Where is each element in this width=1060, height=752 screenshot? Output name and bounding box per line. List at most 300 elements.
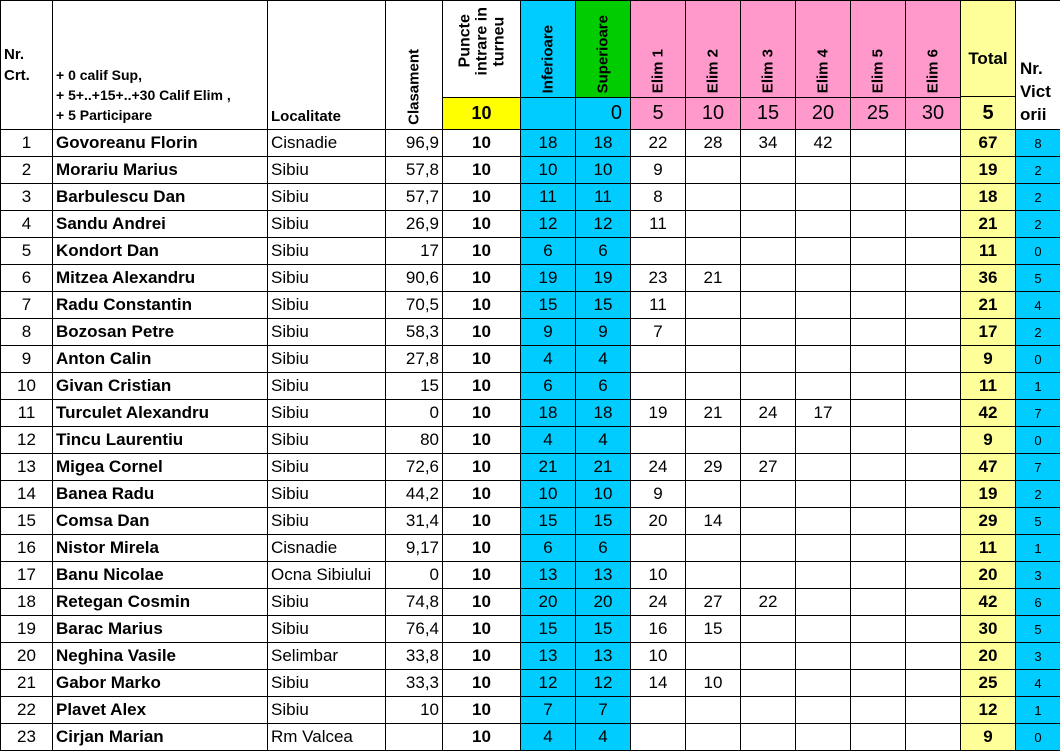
player-total: 19 <box>961 157 1016 184</box>
player-total: 21 <box>961 292 1016 319</box>
player-elim-4: 42 <box>796 130 851 157</box>
player-total: 25 <box>961 670 1016 697</box>
player-elim-6 <box>906 211 961 238</box>
player-elim-5 <box>851 724 906 751</box>
player-elim-3: 24 <box>741 400 796 427</box>
player-superioare: 12 <box>576 670 631 697</box>
player-elim-2 <box>686 211 741 238</box>
player-elim-2: 21 <box>686 400 741 427</box>
player-total: 18 <box>961 184 1016 211</box>
table-row <box>1 292 1060 319</box>
player-victorii: 0 <box>1016 238 1060 265</box>
player-elim-4 <box>796 589 851 616</box>
player-elim-6 <box>906 346 961 373</box>
header-desc-line: + 0 calif Sup, <box>56 67 142 83</box>
player-clasament: 17 <box>386 238 443 265</box>
player-elim-1: 9 <box>631 481 686 508</box>
player-name: Nistor Mirela <box>53 535 268 562</box>
header-inferioare <box>521 1 576 98</box>
table-row <box>1 211 1060 238</box>
player-elim-4 <box>796 508 851 535</box>
player-elim-5 <box>851 346 906 373</box>
player-localitate: Sibiu <box>268 589 386 616</box>
player-inferioare: 11 <box>521 184 576 211</box>
player-elim-4 <box>796 319 851 346</box>
player-localitate: Sibiu <box>268 697 386 724</box>
player-elim-1: 24 <box>631 589 686 616</box>
player-total: 11 <box>961 535 1016 562</box>
header-nr-label: Nr. <box>4 46 25 63</box>
player-inferioare: 13 <box>521 562 576 589</box>
player-superioare: 11 <box>576 184 631 211</box>
player-elim-2: 27 <box>686 589 741 616</box>
player-elim-1 <box>631 724 686 751</box>
player-elim-2 <box>686 184 741 211</box>
player-elim-3 <box>741 427 796 454</box>
player-puncte-intrare: 10 <box>443 346 521 373</box>
player-elim-4 <box>796 292 851 319</box>
row-number: 11 <box>1 400 53 427</box>
player-clasament <box>386 724 443 751</box>
player-elim-3: 34 <box>741 130 796 157</box>
player-superioare: 9 <box>576 319 631 346</box>
player-elim-2 <box>686 157 741 184</box>
player-elim-2 <box>686 319 741 346</box>
player-elim-3 <box>741 373 796 400</box>
player-clasament: 31,4 <box>386 508 443 535</box>
player-localitate: Sibiu <box>268 616 386 643</box>
player-elim-1: 10 <box>631 643 686 670</box>
player-elim-6 <box>906 616 961 643</box>
player-total: 30 <box>961 616 1016 643</box>
player-elim-4 <box>796 697 851 724</box>
player-superioare: 6 <box>576 535 631 562</box>
player-inferioare: 4 <box>521 427 576 454</box>
player-elim-3 <box>741 562 796 589</box>
player-elim-5 <box>851 562 906 589</box>
player-victorii: 5 <box>1016 508 1060 535</box>
player-name: Govoreanu Florin <box>53 130 268 157</box>
player-superioare: 10 <box>576 157 631 184</box>
player-total: 11 <box>961 373 1016 400</box>
player-elim-3 <box>741 643 796 670</box>
player-total: 36 <box>961 265 1016 292</box>
player-elim-4 <box>796 481 851 508</box>
player-victorii: 6 <box>1016 589 1060 616</box>
player-inferioare: 19 <box>521 265 576 292</box>
table-row <box>1 454 1060 481</box>
player-elim-1: 11 <box>631 211 686 238</box>
player-elim-5 <box>851 238 906 265</box>
header-elim-4 <box>796 1 851 98</box>
player-name: Gabor Marko <box>53 670 268 697</box>
table-row <box>1 400 1060 427</box>
player-elim-1 <box>631 535 686 562</box>
player-victorii: 2 <box>1016 481 1060 508</box>
player-name: Givan Cristian <box>53 373 268 400</box>
header-clasament <box>386 1 443 130</box>
player-elim-5 <box>851 400 906 427</box>
player-puncte-intrare: 10 <box>443 697 521 724</box>
header-elim-5 <box>851 1 906 98</box>
player-clasament: 58,3 <box>386 319 443 346</box>
player-localitate: Sibiu <box>268 265 386 292</box>
player-clasament: 15 <box>386 373 443 400</box>
player-puncte-intrare: 10 <box>443 481 521 508</box>
table-row <box>1 184 1060 211</box>
header-elim-label: Elim 4 <box>814 48 832 93</box>
player-localitate: Sibiu <box>268 400 386 427</box>
player-total: 42 <box>961 400 1016 427</box>
player-victorii: 7 <box>1016 400 1060 427</box>
player-puncte-intrare: 10 <box>443 643 521 670</box>
player-victorii: 2 <box>1016 319 1060 346</box>
player-elim-3 <box>741 697 796 724</box>
player-victorii: 0 <box>1016 427 1060 454</box>
player-superioare: 4 <box>576 427 631 454</box>
header-elim-label: Elim 2 <box>704 48 722 93</box>
player-puncte-intrare: 10 <box>443 724 521 751</box>
player-superioare: 18 <box>576 400 631 427</box>
player-elim-1: 19 <box>631 400 686 427</box>
player-elim-3 <box>741 184 796 211</box>
player-elim-2: 15 <box>686 616 741 643</box>
player-localitate: Sibiu <box>268 211 386 238</box>
player-localitate: Selimbar <box>268 643 386 670</box>
player-puncte-intrare: 10 <box>443 265 521 292</box>
player-puncte-intrare: 10 <box>443 238 521 265</box>
player-victorii: 0 <box>1016 724 1060 751</box>
player-name: Plavet Alex <box>53 697 268 724</box>
player-elim-5 <box>851 697 906 724</box>
player-elim-5 <box>851 157 906 184</box>
player-elim-2 <box>686 292 741 319</box>
player-clasament: 57,8 <box>386 157 443 184</box>
player-name: Tincu Laurentiu <box>53 427 268 454</box>
player-elim-1: 24 <box>631 454 686 481</box>
player-inferioare: 4 <box>521 724 576 751</box>
table-row <box>1 697 1060 724</box>
header-elim-label: Elim 6 <box>924 48 942 93</box>
player-elim-2 <box>686 724 741 751</box>
points-superioare: 0 <box>576 98 631 130</box>
player-localitate: Sibiu <box>268 454 386 481</box>
player-name: Anton Calin <box>53 346 268 373</box>
player-clasament: 10 <box>386 697 443 724</box>
player-localitate: Sibiu <box>268 427 386 454</box>
player-localitate: Sibiu <box>268 481 386 508</box>
header-puncte-line: intrare in <box>473 7 490 76</box>
player-elim-5 <box>851 616 906 643</box>
player-elim-3 <box>741 616 796 643</box>
player-total: 67 <box>961 130 1016 157</box>
player-puncte-intrare: 10 <box>443 400 521 427</box>
standings-body <box>1 130 1060 751</box>
player-elim-4 <box>796 427 851 454</box>
header-desc-line: + 5 Participare <box>56 107 153 123</box>
player-puncte-intrare: 10 <box>443 292 521 319</box>
header-elim-label: Elim 5 <box>869 48 887 93</box>
header-superioare-label: Superioare <box>594 14 612 93</box>
player-name: Banea Radu <box>53 481 268 508</box>
player-elim-4 <box>796 184 851 211</box>
table-row <box>1 643 1060 670</box>
player-puncte-intrare: 10 <box>443 130 521 157</box>
row-number: 17 <box>1 562 53 589</box>
player-elim-3 <box>741 265 796 292</box>
player-elim-5 <box>851 130 906 157</box>
player-elim-3 <box>741 508 796 535</box>
table-row <box>1 616 1060 643</box>
player-clasament: 90,6 <box>386 265 443 292</box>
row-number: 4 <box>1 211 53 238</box>
player-elim-3 <box>741 724 796 751</box>
player-puncte-intrare: 10 <box>443 616 521 643</box>
row-number: 10 <box>1 373 53 400</box>
player-superioare: 13 <box>576 562 631 589</box>
player-localitate: Sibiu <box>268 184 386 211</box>
player-elim-1: 7 <box>631 319 686 346</box>
player-clasament: 0 <box>386 562 443 589</box>
player-puncte-intrare: 10 <box>443 508 521 535</box>
player-elim-5 <box>851 292 906 319</box>
player-elim-3: 22 <box>741 589 796 616</box>
player-total: 9 <box>961 724 1016 751</box>
player-puncte-intrare: 10 <box>443 184 521 211</box>
player-localitate: Sibiu <box>268 508 386 535</box>
player-total: 47 <box>961 454 1016 481</box>
header-total-label: Total <box>961 1 1015 97</box>
player-victorii: 3 <box>1016 562 1060 589</box>
player-superioare: 18 <box>576 130 631 157</box>
row-number: 2 <box>1 157 53 184</box>
player-elim-2 <box>686 697 741 724</box>
player-elim-4 <box>796 562 851 589</box>
player-superioare: 20 <box>576 589 631 616</box>
player-elim-3 <box>741 211 796 238</box>
row-number: 1 <box>1 130 53 157</box>
header-puncte-line: turneu <box>490 16 507 67</box>
player-total: 29 <box>961 508 1016 535</box>
player-puncte-intrare: 10 <box>443 454 521 481</box>
player-name: Banu Nicolae <box>53 562 268 589</box>
player-name: Comsa Dan <box>53 508 268 535</box>
player-name: Neghina Vasile <box>53 643 268 670</box>
header-nr-crt <box>1 1 53 130</box>
player-name: Migea Cornel <box>53 454 268 481</box>
player-elim-3 <box>741 238 796 265</box>
header-localitate: Localitate <box>268 1 386 130</box>
player-elim-3: 27 <box>741 454 796 481</box>
player-elim-6 <box>906 535 961 562</box>
table-row <box>1 319 1060 346</box>
player-inferioare: 6 <box>521 535 576 562</box>
table-row <box>1 238 1060 265</box>
player-puncte-intrare: 10 <box>443 157 521 184</box>
player-elim-6 <box>906 589 961 616</box>
header-elim-label: Elim 1 <box>649 48 667 93</box>
player-puncte-intrare: 10 <box>443 562 521 589</box>
player-elim-5 <box>851 427 906 454</box>
player-localitate: Ocna Sibiului <box>268 562 386 589</box>
player-superioare: 12 <box>576 211 631 238</box>
player-clasament: 33,3 <box>386 670 443 697</box>
player-clasament: 96,9 <box>386 130 443 157</box>
points-elim-3: 15 <box>741 98 796 130</box>
player-clasament: 74,8 <box>386 589 443 616</box>
row-number: 13 <box>1 454 53 481</box>
player-clasament: 44,2 <box>386 481 443 508</box>
player-name: Mitzea Alexandru <box>53 265 268 292</box>
player-elim-5 <box>851 589 906 616</box>
player-inferioare: 7 <box>521 697 576 724</box>
player-name: Barbulescu Dan <box>53 184 268 211</box>
table-row <box>1 373 1060 400</box>
player-inferioare: 6 <box>521 238 576 265</box>
table-row <box>1 346 1060 373</box>
player-localitate: Sibiu <box>268 346 386 373</box>
player-localitate: Cisnadie <box>268 535 386 562</box>
player-superioare: 19 <box>576 265 631 292</box>
player-elim-5 <box>851 319 906 346</box>
player-total: 20 <box>961 643 1016 670</box>
player-total: 9 <box>961 346 1016 373</box>
player-elim-2: 14 <box>686 508 741 535</box>
player-total: 21 <box>961 211 1016 238</box>
player-superioare: 21 <box>576 454 631 481</box>
row-number: 21 <box>1 670 53 697</box>
header-vict-line: orii <box>1020 105 1047 124</box>
player-elim-6 <box>906 643 961 670</box>
row-number: 19 <box>1 616 53 643</box>
player-victorii: 3 <box>1016 643 1060 670</box>
player-elim-3 <box>741 670 796 697</box>
player-elim-3 <box>741 481 796 508</box>
player-elim-1: 16 <box>631 616 686 643</box>
header-description <box>53 1 268 130</box>
header-desc-line: + 5+..+15+..+30 Calif Elim , <box>56 87 231 103</box>
header-elim-2 <box>686 1 741 98</box>
table-row <box>1 157 1060 184</box>
player-clasament: 72,6 <box>386 454 443 481</box>
player-elim-6 <box>906 724 961 751</box>
player-elim-4 <box>796 211 851 238</box>
player-inferioare: 10 <box>521 481 576 508</box>
header-elim-1 <box>631 1 686 98</box>
points-inferioare <box>521 98 576 130</box>
player-elim-2: 10 <box>686 670 741 697</box>
player-elim-3 <box>741 319 796 346</box>
player-inferioare: 13 <box>521 643 576 670</box>
player-name: Bozosan Petre <box>53 319 268 346</box>
player-localitate: Rm Valcea <box>268 724 386 751</box>
player-total: 19 <box>961 481 1016 508</box>
player-inferioare: 18 <box>521 400 576 427</box>
header-superioare <box>576 1 631 98</box>
player-elim-4 <box>796 643 851 670</box>
table-row <box>1 562 1060 589</box>
header-total <box>961 1 1016 130</box>
player-elim-2 <box>686 427 741 454</box>
player-puncte-intrare: 10 <box>443 427 521 454</box>
row-number: 6 <box>1 265 53 292</box>
row-number: 12 <box>1 427 53 454</box>
row-number: 3 <box>1 184 53 211</box>
player-superioare: 4 <box>576 724 631 751</box>
player-total: 12 <box>961 697 1016 724</box>
player-elim-4: 17 <box>796 400 851 427</box>
player-victorii: 4 <box>1016 292 1060 319</box>
header-row <box>1 1 1060 98</box>
player-elim-5 <box>851 454 906 481</box>
header-puncte-intrare <box>443 1 521 98</box>
player-localitate: Sibiu <box>268 670 386 697</box>
table-row <box>1 427 1060 454</box>
player-total: 17 <box>961 319 1016 346</box>
table-row <box>1 508 1060 535</box>
player-superioare: 6 <box>576 238 631 265</box>
player-elim-1 <box>631 697 686 724</box>
player-elim-1: 11 <box>631 292 686 319</box>
player-victorii: 0 <box>1016 346 1060 373</box>
player-elim-6 <box>906 319 961 346</box>
player-elim-1: 8 <box>631 184 686 211</box>
player-puncte-intrare: 10 <box>443 589 521 616</box>
header-vict-line: Nr. <box>1020 59 1043 78</box>
row-number: 14 <box>1 481 53 508</box>
player-name: Sandu Andrei <box>53 211 268 238</box>
player-elim-6 <box>906 184 961 211</box>
player-elim-4 <box>796 724 851 751</box>
player-elim-3 <box>741 535 796 562</box>
player-elim-1: 22 <box>631 130 686 157</box>
player-elim-6 <box>906 238 961 265</box>
player-inferioare: 12 <box>521 211 576 238</box>
player-clasament: 76,4 <box>386 616 443 643</box>
player-superioare: 13 <box>576 643 631 670</box>
player-localitate: Sibiu <box>268 157 386 184</box>
player-elim-2 <box>686 643 741 670</box>
player-elim-1: 9 <box>631 157 686 184</box>
points-elim-4: 20 <box>796 98 851 130</box>
player-puncte-intrare: 10 <box>443 319 521 346</box>
player-inferioare: 6 <box>521 373 576 400</box>
header-puncte-label <box>456 7 507 75</box>
player-elim-2 <box>686 535 741 562</box>
row-number: 16 <box>1 535 53 562</box>
player-inferioare: 15 <box>521 292 576 319</box>
player-elim-6 <box>906 157 961 184</box>
player-elim-5 <box>851 643 906 670</box>
points-elim-1: 5 <box>631 98 686 130</box>
player-elim-5 <box>851 508 906 535</box>
player-clasament: 26,9 <box>386 211 443 238</box>
table-row <box>1 481 1060 508</box>
player-inferioare: 15 <box>521 508 576 535</box>
player-superioare: 4 <box>576 346 631 373</box>
player-clasament: 33,8 <box>386 643 443 670</box>
player-elim-4 <box>796 454 851 481</box>
player-elim-1: 14 <box>631 670 686 697</box>
player-inferioare: 4 <box>521 346 576 373</box>
row-number: 20 <box>1 643 53 670</box>
player-elim-5 <box>851 211 906 238</box>
player-inferioare: 20 <box>521 589 576 616</box>
player-elim-6 <box>906 373 961 400</box>
player-inferioare: 10 <box>521 157 576 184</box>
player-victorii: 8 <box>1016 130 1060 157</box>
player-clasament: 70,5 <box>386 292 443 319</box>
